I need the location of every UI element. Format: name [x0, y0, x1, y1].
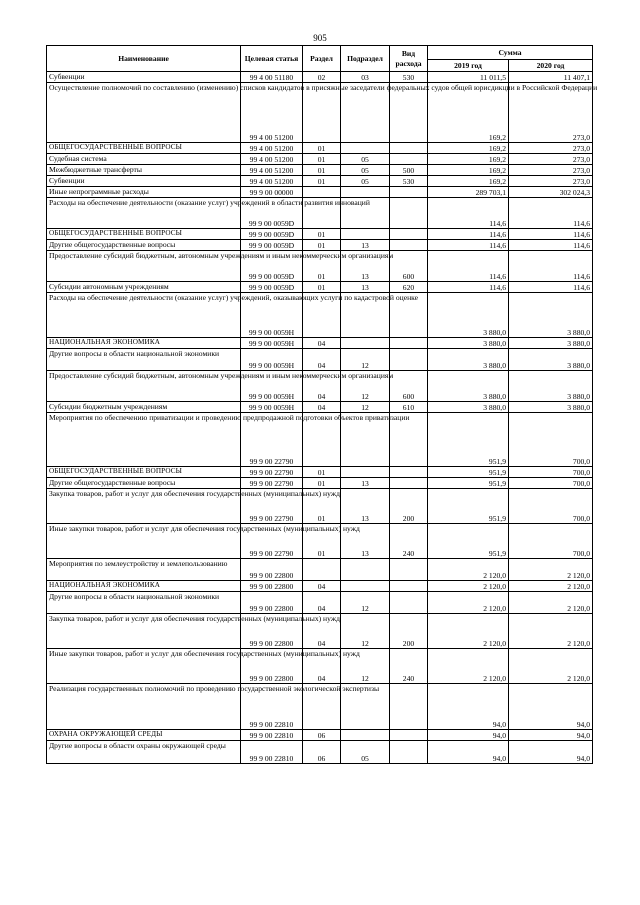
table-row	[47, 338, 593, 349]
table-row	[47, 413, 593, 467]
row-expense-type	[390, 581, 428, 592]
row-subsection: 13	[341, 489, 390, 524]
row-subsection: 12	[341, 614, 390, 649]
row-sum-2020: 114,6	[509, 251, 593, 282]
row-name: Предоставление субсидий бюджетным, автономным учреждениям и иным некоммерческим организациям	[47, 371, 241, 402]
row-target-article: 99 4 00 51200	[241, 176, 303, 187]
row-sum-2020: 11 407,1	[509, 72, 593, 83]
row-name: ОХРАНА ОКРУЖАЮЩЕЙ СРЕДЫ	[47, 730, 241, 741]
table-row	[47, 176, 593, 187]
row-sum-2019: 3 880,0	[428, 371, 509, 402]
row-section: 01	[303, 165, 341, 176]
row-name: Реализация государственных полномочий по проведению государственной экологической экспертизы	[47, 684, 241, 730]
row-expense-type: 240	[390, 524, 428, 559]
row-expense-type	[390, 592, 428, 614]
row-sum-2020: 3 880,0	[509, 293, 593, 338]
row-sum-2020: 2 120,0	[509, 592, 593, 614]
row-target-article: 99 9 00 22810	[241, 741, 303, 764]
row-sum-2019: 169,2	[428, 143, 509, 154]
header-subsection: Подраздел	[341, 46, 390, 72]
table-row	[47, 489, 593, 524]
row-name: Другие вопросы в области национальной экономики	[47, 592, 241, 614]
row-section: 04	[303, 581, 341, 592]
row-target-article: 99 9 00 0059D	[241, 198, 303, 229]
table-row	[47, 83, 593, 143]
row-expense-type	[390, 730, 428, 741]
header-target-article: Целевая статья	[241, 46, 303, 72]
row-subsection	[341, 730, 390, 741]
row-subsection: 13	[341, 282, 390, 293]
row-name: Иные непрограммные расходы	[47, 187, 241, 198]
table-body	[47, 72, 598, 764]
row-sum-2019: 114,6	[428, 240, 509, 251]
row-subsection: 13	[341, 478, 390, 489]
table-row	[47, 282, 593, 293]
row-expense-type: 620	[390, 282, 428, 293]
row-expense-type	[390, 349, 428, 371]
row-name: Другие общегосударственные вопросы	[47, 240, 241, 251]
row-sum-2019: 169,2	[428, 165, 509, 176]
row-sum-2020: 2 120,0	[509, 559, 593, 581]
row-sum-2019: 3 880,0	[428, 338, 509, 349]
row-sum-2019: 169,2	[428, 154, 509, 165]
row-section: 01	[303, 229, 341, 240]
page-number: 905	[313, 33, 327, 43]
row-sum-2020: 2 120,0	[509, 649, 593, 684]
table-row	[47, 229, 593, 240]
table-row	[47, 72, 593, 83]
row-sum-2019: 289 703,1	[428, 187, 509, 198]
row-expense-type	[390, 684, 428, 730]
row-section	[303, 187, 341, 198]
row-target-article: 99 9 00 22800	[241, 614, 303, 649]
table-row	[47, 371, 593, 402]
row-sum-2019: 2 120,0	[428, 559, 509, 581]
row-expense-type: 200	[390, 614, 428, 649]
row-sum-2020: 3 880,0	[509, 371, 593, 402]
row-expense-type: 530	[390, 72, 428, 83]
row-name: Субвенции	[47, 72, 241, 83]
row-section: 04	[303, 349, 341, 371]
row-target-article: 99 9 00 0059H	[241, 293, 303, 338]
row-expense-type	[390, 154, 428, 165]
row-name: Иные закупки товаров, работ и услуг для обеспечения государственных (муниципальных) нужд	[47, 649, 241, 684]
header-section: Раздел	[303, 46, 341, 72]
table-row	[47, 165, 593, 176]
row-sum-2020: 3 880,0	[509, 338, 593, 349]
row-name: Предоставление субсидий бюджетным, автономным учреждениям и иным некоммерческим организациям	[47, 251, 241, 282]
row-target-article: 99 4 00 51200	[241, 83, 303, 143]
row-name: Закупка товаров, работ и услуг для обеспечения государственных (муниципальных) нужд	[47, 614, 241, 649]
table-row	[47, 187, 593, 198]
row-sum-2019: 951,9	[428, 524, 509, 559]
row-sum-2019: 114,6	[428, 229, 509, 240]
row-section: 04	[303, 592, 341, 614]
row-target-article: 99 9 00 22800	[241, 649, 303, 684]
row-name: Другие вопросы в области национальной экономики	[47, 349, 241, 371]
row-sum-2019: 169,2	[428, 176, 509, 187]
row-sum-2020: 2 120,0	[509, 614, 593, 649]
row-sum-2019: 2 120,0	[428, 649, 509, 684]
row-sum-2020: 273,0	[509, 83, 593, 143]
row-sum-2020: 114,6	[509, 198, 593, 229]
row-section: 02	[303, 72, 341, 83]
row-sum-2019: 94,0	[428, 684, 509, 730]
row-sum-2020: 700,0	[509, 467, 593, 478]
header-year-2020: 2020 год	[509, 60, 593, 72]
row-subsection: 12	[341, 371, 390, 402]
row-name: Другие общегосударственные вопросы	[47, 478, 241, 489]
row-target-article: 99 9 00 22790	[241, 413, 303, 467]
row-sum-2020: 114,6	[509, 229, 593, 240]
row-name: Субвенции	[47, 176, 241, 187]
row-target-article: 99 4 00 51200	[241, 165, 303, 176]
row-sum-2020: 273,0	[509, 176, 593, 187]
row-sum-2020: 273,0	[509, 165, 593, 176]
row-name: ОБЩЕГОСУДАРСТВЕННЫЕ ВОПРОСЫ	[47, 143, 241, 154]
row-target-article: 99 9 00 22790	[241, 524, 303, 559]
table-row	[47, 251, 593, 282]
row-expense-type: 600	[390, 371, 428, 402]
row-section: 04	[303, 402, 341, 413]
row-sum-2019: 94,0	[428, 730, 509, 741]
table-row	[47, 402, 593, 413]
row-name: Расходы на обеспечение деятельности (оказание услуг) учреждений в области развития инноваций	[47, 198, 241, 229]
row-name: Закупка товаров, работ и услуг для обеспечения государственных (муниципальных) нужд	[47, 489, 241, 524]
table-row	[47, 730, 593, 741]
row-sum-2020: 114,6	[509, 240, 593, 251]
row-name: НАЦИОНАЛЬНАЯ ЭКОНОМИКА	[47, 338, 241, 349]
row-subsection: 12	[341, 349, 390, 371]
row-target-article: 99 4 00 51200	[241, 143, 303, 154]
row-sum-2019: 951,9	[428, 413, 509, 467]
table-row	[47, 741, 593, 764]
row-target-article: 99 9 00 0059H	[241, 402, 303, 413]
table-row	[47, 614, 593, 649]
row-target-article: 99 9 00 22810	[241, 684, 303, 730]
row-expense-type: 200	[390, 489, 428, 524]
row-expense-type	[390, 240, 428, 251]
row-sum-2020: 3 880,0	[509, 349, 593, 371]
row-name: Мероприятия по землеустройству и землепользованию	[47, 559, 241, 581]
row-sum-2019: 11 011,5	[428, 72, 509, 83]
row-section: 01	[303, 240, 341, 251]
row-subsection: 05	[341, 176, 390, 187]
header-year-2019: 2019 год	[428, 60, 509, 72]
row-subsection	[341, 338, 390, 349]
row-sum-2019: 3 880,0	[428, 293, 509, 338]
row-sum-2020: 700,0	[509, 413, 593, 467]
row-sum-2019: 951,9	[428, 478, 509, 489]
row-name: Межбюджетные трансферты	[47, 165, 241, 176]
row-sum-2019: 951,9	[428, 467, 509, 478]
row-target-article: 99 9 00 0059D	[241, 282, 303, 293]
row-subsection	[341, 467, 390, 478]
row-name: Осуществление полномочий по составлению (изменению) списков кандидатов в присяжные заседатели федеральных судов общей юрисдикции в Российской Федерации	[47, 83, 241, 143]
row-section: 01	[303, 251, 341, 282]
row-sum-2020: 700,0	[509, 478, 593, 489]
row-sum-2020: 273,0	[509, 143, 593, 154]
table-row	[47, 478, 593, 489]
header-sum: Сумма	[428, 46, 593, 60]
row-expense-type	[390, 741, 428, 764]
row-sum-2020: 2 120,0	[509, 581, 593, 592]
row-subsection: 12	[341, 402, 390, 413]
row-sum-2020: 273,0	[509, 154, 593, 165]
row-name: ОБЩЕГОСУДАРСТВЕННЫЕ ВОПРОСЫ	[47, 229, 241, 240]
row-subsection: 12	[341, 592, 390, 614]
row-subsection: 03	[341, 72, 390, 83]
table-row	[47, 684, 593, 730]
row-section: 01	[303, 282, 341, 293]
row-name: НАЦИОНАЛЬНАЯ ЭКОНОМИКА	[47, 581, 241, 592]
row-target-article: 99 9 00 0059H	[241, 371, 303, 402]
row-expense-type: 530	[390, 176, 428, 187]
row-target-article: 99 9 00 0059D	[241, 229, 303, 240]
row-sum-2019: 3 880,0	[428, 349, 509, 371]
row-sum-2020: 302 024,3	[509, 187, 593, 198]
row-sum-2020: 700,0	[509, 524, 593, 559]
row-name: Судебная система	[47, 154, 241, 165]
row-target-article: 99 9 00 0059D	[241, 240, 303, 251]
row-section: 06	[303, 730, 341, 741]
row-sum-2019: 951,9	[428, 489, 509, 524]
row-subsection	[341, 143, 390, 154]
row-section: 01	[303, 467, 341, 478]
row-target-article: 99 9 00 0059H	[241, 349, 303, 371]
row-name: Иные закупки товаров, работ и услуг для обеспечения государственных (муниципальных) нужд	[47, 524, 241, 559]
row-target-article: 99 9 00 22800	[241, 592, 303, 614]
row-sum-2019: 114,6	[428, 198, 509, 229]
row-sum-2020: 94,0	[509, 741, 593, 764]
row-sum-2019: 2 120,0	[428, 592, 509, 614]
table-row	[47, 649, 593, 684]
table-row	[47, 198, 593, 229]
row-section: 04	[303, 614, 341, 649]
row-target-article: 99 9 00 22790	[241, 467, 303, 478]
row-subsection	[341, 229, 390, 240]
row-subsection: 05	[341, 165, 390, 176]
row-sum-2019: 2 120,0	[428, 581, 509, 592]
table-row	[47, 524, 593, 559]
row-expense-type	[390, 467, 428, 478]
row-section: 01	[303, 143, 341, 154]
row-target-article: 99 4 00 51180	[241, 72, 303, 83]
table-row	[47, 592, 593, 614]
row-target-article: 99 9 00 0059D	[241, 251, 303, 282]
row-target-article: 99 9 00 00000	[241, 187, 303, 198]
row-target-article: 99 4 00 51200	[241, 154, 303, 165]
row-subsection: 05	[341, 741, 390, 764]
table-row	[47, 467, 593, 478]
row-sum-2020: 94,0	[509, 730, 593, 741]
row-expense-type: 500	[390, 165, 428, 176]
row-name: Субсидии бюджетным учреждениям	[47, 402, 241, 413]
row-section: 04	[303, 649, 341, 684]
row-section: 01	[303, 489, 341, 524]
table-row	[47, 293, 593, 338]
row-section: 01	[303, 524, 341, 559]
row-expense-type: 240	[390, 649, 428, 684]
row-sum-2019: 114,6	[428, 251, 509, 282]
row-name: ОБЩЕГОСУДАРСТВЕННЫЕ ВОПРОСЫ	[47, 467, 241, 478]
row-expense-type	[390, 229, 428, 240]
row-section: 04	[303, 338, 341, 349]
row-name: Расходы на обеспечение деятельности (оказание услуг) учреждений, оказывающих услуги по кадастровой оценке	[47, 293, 241, 338]
row-target-article: 99 9 00 22800	[241, 559, 303, 581]
table-row	[47, 240, 593, 251]
header-name: Наименование	[47, 46, 241, 72]
row-target-article: 99 9 00 22790	[241, 478, 303, 489]
row-subsection: 05	[341, 154, 390, 165]
header-expense-type: Вид расхода	[390, 46, 428, 72]
row-target-article: 99 9 00 22810	[241, 730, 303, 741]
table-row	[47, 143, 593, 154]
row-sum-2020: 94,0	[509, 684, 593, 730]
row-name: Субсидии автономным учреждениям	[47, 282, 241, 293]
row-expense-type: 610	[390, 402, 428, 413]
row-sum-2020: 3 880,0	[509, 402, 593, 413]
row-section	[303, 559, 341, 581]
row-name: Другие вопросы в области охраны окружающей среды	[47, 741, 241, 764]
row-sum-2019: 114,6	[428, 282, 509, 293]
row-expense-type	[390, 198, 428, 229]
row-expense-type	[390, 478, 428, 489]
row-sum-2019: 169,2	[428, 83, 509, 143]
row-sum-2019: 94,0	[428, 741, 509, 764]
row-sum-2020: 114,6	[509, 282, 593, 293]
row-target-article: 99 9 00 0059H	[241, 338, 303, 349]
row-expense-type	[390, 559, 428, 581]
row-subsection: 13	[341, 240, 390, 251]
row-sum-2019: 2 120,0	[428, 614, 509, 649]
row-sum-2020: 700,0	[509, 489, 593, 524]
row-target-article: 99 9 00 22800	[241, 581, 303, 592]
row-subsection: 12	[341, 649, 390, 684]
budget-table	[46, 45, 598, 764]
row-target-article: 99 9 00 22790	[241, 489, 303, 524]
row-subsection	[341, 559, 390, 581]
row-expense-type	[390, 143, 428, 154]
row-section: 01	[303, 478, 341, 489]
row-subsection: 13	[341, 524, 390, 559]
row-expense-type	[390, 187, 428, 198]
table-row	[47, 559, 593, 581]
row-section: 01	[303, 154, 341, 165]
row-section: 01	[303, 176, 341, 187]
row-sum-2019: 3 880,0	[428, 402, 509, 413]
row-expense-type: 600	[390, 251, 428, 282]
row-expense-type	[390, 338, 428, 349]
table-row	[47, 581, 593, 592]
table-row	[47, 154, 593, 165]
row-subsection: 13	[341, 251, 390, 282]
table-row	[47, 349, 593, 371]
row-subsection	[341, 187, 390, 198]
row-subsection	[341, 581, 390, 592]
row-section: 04	[303, 371, 341, 402]
row-section: 06	[303, 741, 341, 764]
row-name: Мероприятия по обеспечению приватизации и проведению предпродажной подготовки объектов приватизации	[47, 413, 241, 467]
